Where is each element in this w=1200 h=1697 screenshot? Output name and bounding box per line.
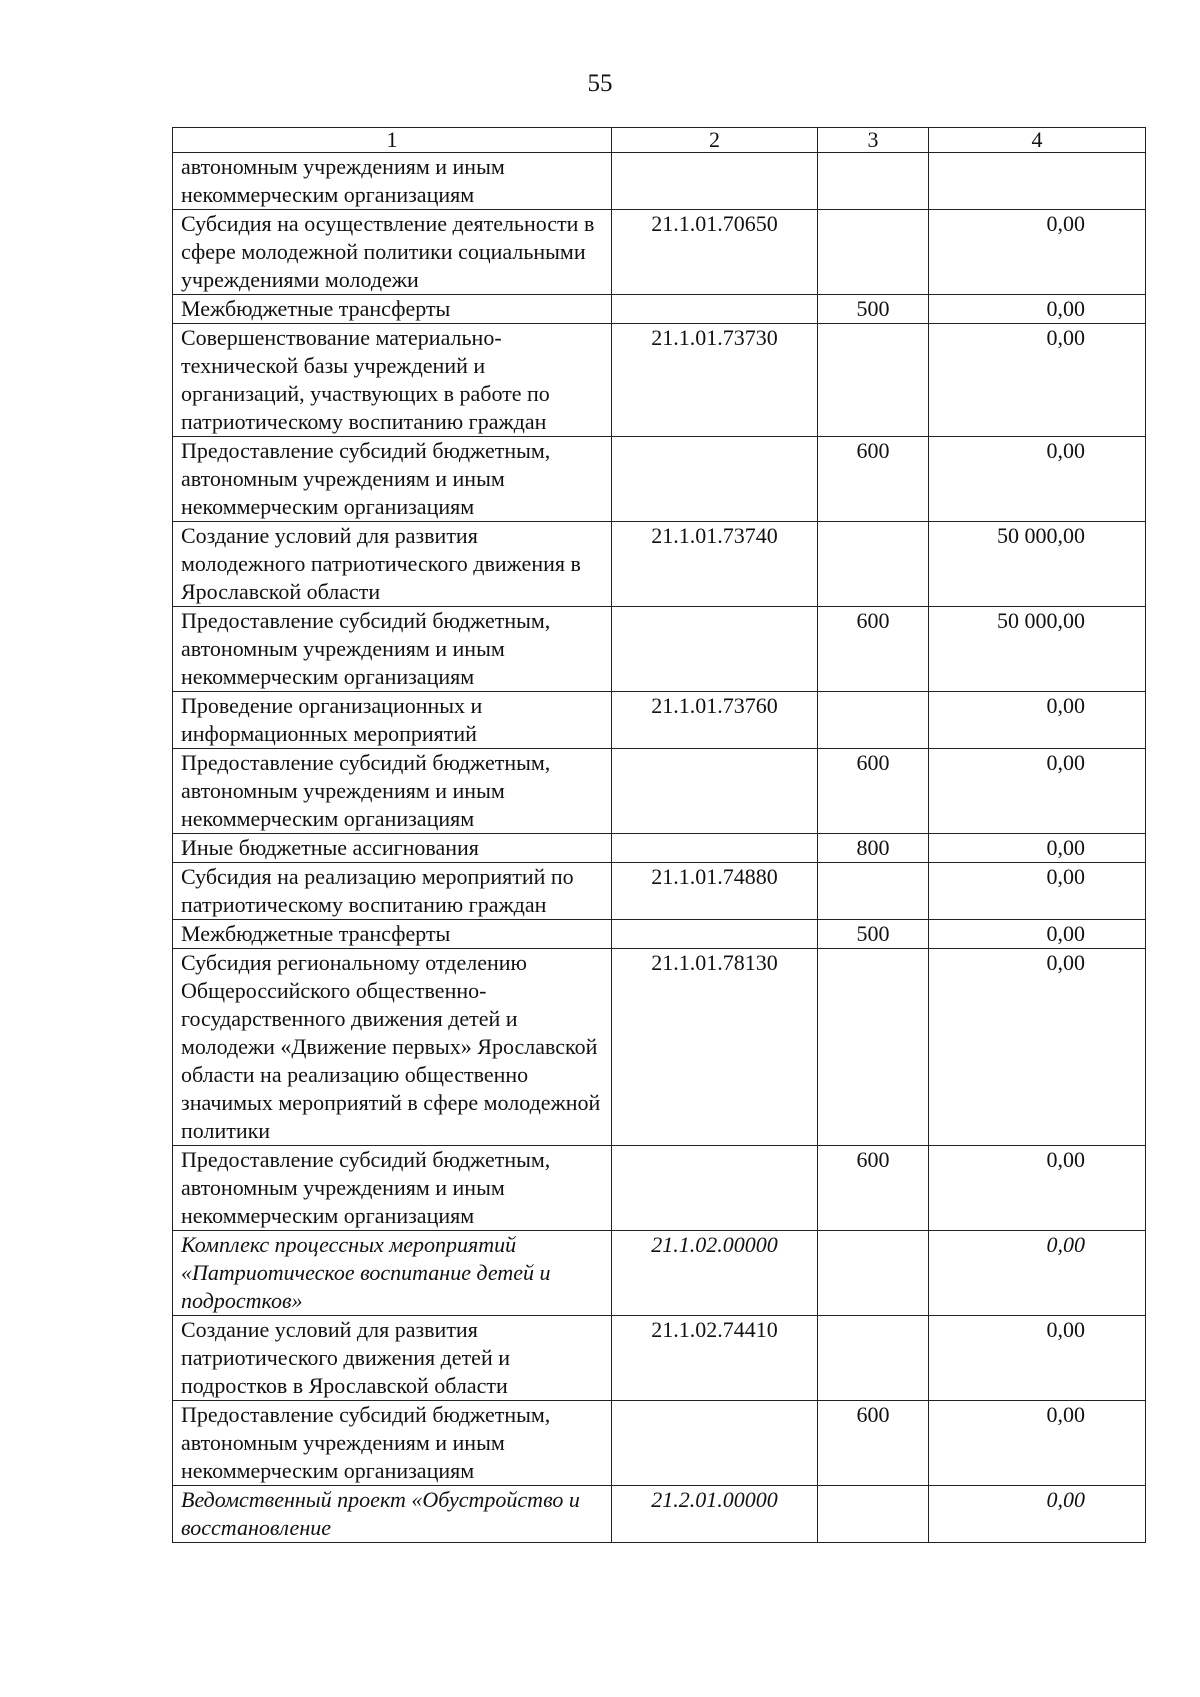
table-row [173, 522, 1146, 607]
row-amount-cell: 0,00 [929, 920, 1146, 949]
row-amount-cell: 50 000,00 [929, 522, 1146, 607]
table-row [173, 920, 1146, 949]
row-type-cell [818, 522, 929, 607]
table-row [173, 1401, 1146, 1486]
row-type-cell [818, 210, 929, 295]
row-amount-cell: 0,00 [929, 437, 1146, 522]
row-amount-cell: 0,00 [929, 295, 1146, 324]
row-amount-cell: 50 000,00 [929, 607, 1146, 692]
row-code-cell: 21.1.01.73730 [612, 324, 818, 437]
row-amount-cell: 0,00 [929, 1146, 1146, 1231]
row-type-cell [818, 1316, 929, 1401]
row-amount-cell: 0,00 [929, 834, 1146, 863]
row-amount-cell: 0,00 [929, 692, 1146, 749]
row-name-cell: Субсидия на реализацию мероприятий по патриотическому воспитанию граждан [173, 863, 612, 920]
row-code-cell: 21.1.01.73740 [612, 522, 818, 607]
row-type-cell [818, 1486, 929, 1543]
row-name-cell: автономным учреждениям и иным некоммерческим организациям [173, 153, 612, 210]
row-type-cell: 500 [818, 920, 929, 949]
row-type-cell: 500 [818, 295, 929, 324]
row-name-cell: Предоставление субсидий бюджетным, автономным учреждениям и иным некоммерческим организациям [173, 1401, 612, 1486]
row-code-cell [612, 607, 818, 692]
row-name-cell: Предоставление субсидий бюджетным, автономным учреждениям и иным некоммерческим организациям [173, 749, 612, 834]
row-name-cell: Субсидия на осуществление деятельности в сфере молодежной политики социальными учреждениями молодежи [173, 210, 612, 295]
row-name-cell: Межбюджетные трансферты [173, 920, 612, 949]
table-row [173, 692, 1146, 749]
row-code-cell: 21.1.01.78130 [612, 949, 818, 1146]
row-name-cell: Проведение организационных и информационных мероприятий [173, 692, 612, 749]
table-row [173, 1231, 1146, 1316]
row-amount-cell: 0,00 [929, 1316, 1146, 1401]
row-code-cell [612, 1146, 818, 1231]
table-header [173, 128, 1146, 153]
column-header-1: 1 [173, 128, 612, 153]
row-code-cell [612, 295, 818, 324]
row-name-cell: Создание условий для развития патриотического движения детей и подростков в Ярославской области [173, 1316, 612, 1401]
row-amount-cell: 0,00 [929, 949, 1146, 1146]
table-row [173, 437, 1146, 522]
column-header-4: 4 [929, 128, 1146, 153]
row-code-cell [612, 153, 818, 210]
row-name-cell: Межбюджетные трансферты [173, 295, 612, 324]
table-row [173, 863, 1146, 920]
row-amount-cell [929, 153, 1146, 210]
row-type-cell [818, 1231, 929, 1316]
table-row [173, 1316, 1146, 1401]
row-amount-cell: 0,00 [929, 324, 1146, 437]
row-code-cell [612, 1401, 818, 1486]
page-number: 55 [587, 70, 613, 97]
row-code-cell: 21.2.01.00000 [612, 1486, 818, 1543]
table-row [173, 210, 1146, 295]
header-row [173, 128, 1146, 153]
row-name-cell: Иные бюджетные ассигнования [173, 834, 612, 863]
row-amount-cell: 0,00 [929, 1486, 1146, 1543]
row-amount-cell: 0,00 [929, 1231, 1146, 1316]
table-row [173, 1486, 1146, 1543]
row-amount-cell: 0,00 [929, 863, 1146, 920]
budget-table [172, 127, 1146, 1543]
table-body [173, 153, 1146, 1543]
table-row [173, 607, 1146, 692]
table-row [173, 295, 1146, 324]
row-type-cell: 600 [818, 749, 929, 834]
row-name-cell: Предоставление субсидий бюджетным, автономным учреждениям и иным некоммерческим организациям [173, 437, 612, 522]
row-code-cell [612, 834, 818, 863]
row-code-cell: 21.1.01.74880 [612, 863, 818, 920]
table-row [173, 324, 1146, 437]
row-type-cell [818, 863, 929, 920]
column-header-2: 2 [612, 128, 818, 153]
row-code-cell: 21.1.01.70650 [612, 210, 818, 295]
row-type-cell: 800 [818, 834, 929, 863]
row-amount-cell: 0,00 [929, 1401, 1146, 1486]
row-code-cell: 21.1.02.00000 [612, 1231, 818, 1316]
table-row [173, 153, 1146, 210]
row-name-cell: Ведомственный проект «Обустройство и восстановление [173, 1486, 612, 1543]
row-name-cell: Предоставление субсидий бюджетным, автономным учреждениям и иным некоммерческим организациям [173, 1146, 612, 1231]
table-row [173, 834, 1146, 863]
table-row [173, 1146, 1146, 1231]
column-header-3: 3 [818, 128, 929, 153]
row-code-cell: 21.1.02.74410 [612, 1316, 818, 1401]
row-type-cell [818, 692, 929, 749]
row-type-cell [818, 949, 929, 1146]
row-code-cell [612, 437, 818, 522]
row-name-cell: Комплекс процессных мероприятий «Патриотическое воспитание детей и подростков» [173, 1231, 612, 1316]
row-type-cell: 600 [818, 437, 929, 522]
row-type-cell [818, 324, 929, 437]
row-code-cell [612, 749, 818, 834]
row-type-cell: 600 [818, 607, 929, 692]
table-row [173, 749, 1146, 834]
row-code-cell [612, 920, 818, 949]
table-row [173, 949, 1146, 1146]
row-type-cell [818, 153, 929, 210]
row-name-cell: Совершенствование материально-технической базы учреждений и организаций, участвующих в работе по патриотическому воспитанию граждан [173, 324, 612, 437]
row-amount-cell: 0,00 [929, 749, 1146, 834]
row-name-cell: Субсидия региональному отделению Общероссийского общественно-государственного движения детей и молодежи «Движение первых» Ярославской области на реализацию общественно значимых мероприятий в сфере молодежной политики [173, 949, 612, 1146]
row-type-cell: 600 [818, 1401, 929, 1486]
row-name-cell: Создание условий для развития молодежного патриотического движения в Ярославской области [173, 522, 612, 607]
row-type-cell: 600 [818, 1146, 929, 1231]
row-name-cell: Предоставление субсидий бюджетным, автономным учреждениям и иным некоммерческим организациям [173, 607, 612, 692]
row-amount-cell: 0,00 [929, 210, 1146, 295]
row-code-cell: 21.1.01.73760 [612, 692, 818, 749]
